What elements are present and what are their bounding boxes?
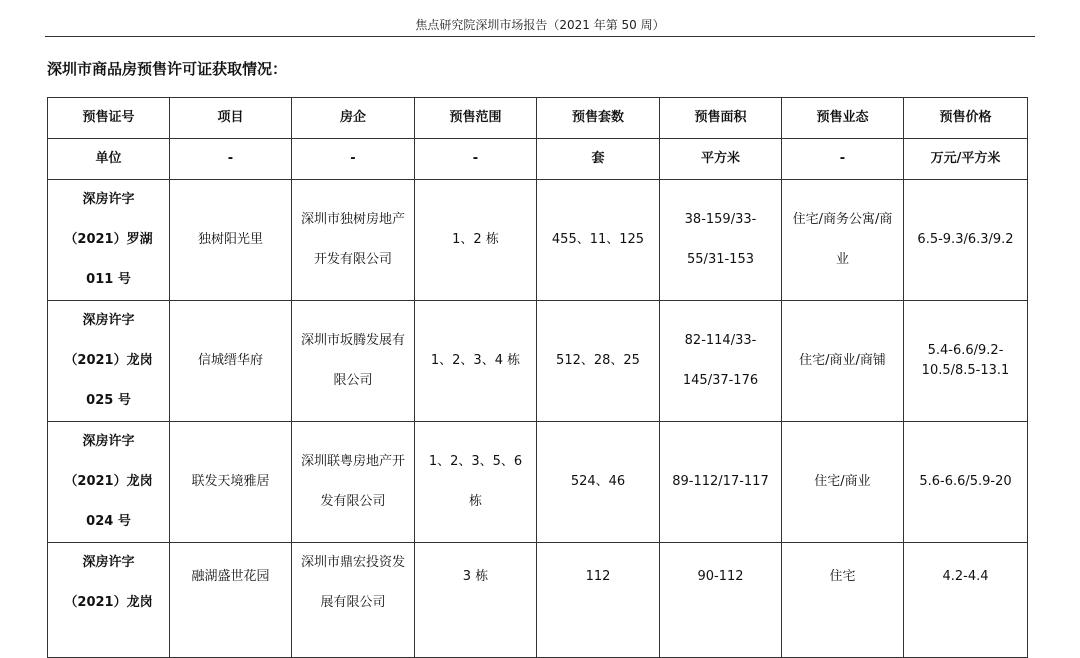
unit-project: - [170,139,292,180]
unit-scope: - [415,139,537,180]
cell-permit-no: 深房许字（2021）龙岗 025 号 [48,301,170,422]
cell-units: 112 [537,543,660,658]
cell-price: 6.5-9.3/6.3/9.2 [904,180,1028,301]
cell-type: 住宅/商务公寓/商业 [782,180,904,301]
cell-developer: 深圳联粤房地产开发有限公司 [292,422,415,543]
cell-project: 信城缙华府 [170,301,292,422]
table-header-row [48,98,1028,139]
cell-type: 住宅/商业 [782,422,904,543]
unit-price: 万元/平方米 [904,139,1028,180]
cell-area: 90-112 [660,543,782,658]
cell-units: 455、11、125 [537,180,660,301]
cell-scope: 1、2、3、5、6 栋 [415,422,537,543]
cell-type: 住宅 [782,543,904,658]
table-row [48,422,1028,543]
column-header-permit-no: 预售证号 [48,98,170,139]
unit-type: - [782,139,904,180]
cell-scope: 1、2 栋 [415,180,537,301]
unit-area: 平方米 [660,139,782,180]
cell-units: 512、28、25 [537,301,660,422]
table-row [48,301,1028,422]
column-header-scope: 预售范围 [415,98,537,139]
column-header-price: 预售价格 [904,98,1028,139]
table-unit-row [48,139,1028,180]
table-row [48,180,1028,301]
cell-area: 38-159/33-55/31-153 [660,180,782,301]
column-header-area: 预售面积 [660,98,782,139]
cell-price: 5.6-6.6/5.9-20 [904,422,1028,543]
cell-area: 89-112/17-117 [660,422,782,543]
cell-price: 5.4-6.6/9.2-10.5/8.5-13.1 [904,301,1028,422]
cell-type: 住宅/商业/商铺 [782,301,904,422]
cell-permit-no: 深房许字（2021）龙岗 024 号 [48,422,170,543]
column-header-type: 预售业态 [782,98,904,139]
cell-developer: 深圳市坂腾发展有限公司 [292,301,415,422]
cell-permit-no: 深房许字（2021）罗湖 011 号 [48,180,170,301]
table-row [48,543,1028,658]
cell-project: 融湖盛世花园 [170,543,292,658]
cell-developer: 深圳市独树房地产开发有限公司 [292,180,415,301]
cell-permit-no: 深房许字（2021）龙岗 [48,543,170,658]
column-header-developer: 房企 [292,98,415,139]
column-header-project: 项目 [170,98,292,139]
section-title: 深圳市商品房预售许可证获取情况： [47,60,288,78]
header-divider [45,36,1035,37]
unit-units: 套 [537,139,660,180]
cell-scope: 3 栋 [415,543,537,658]
column-header-units: 预售套数 [537,98,660,139]
report-header-title: 焦点研究院深圳市场报告（2021 年第 50 周） [415,18,665,32]
cell-price: 4.2-4.4 [904,543,1028,658]
cell-project: 独树阳光里 [170,180,292,301]
cell-developer: 深圳市鼎宏投资发展有限公司 [292,543,415,658]
cell-area: 82-114/33-145/37-176 [660,301,782,422]
cell-units: 524、46 [537,422,660,543]
presale-permit-table [47,97,1028,658]
unit-label: 单位 [48,139,170,180]
cell-project: 联发天境雅居 [170,422,292,543]
cell-scope: 1、2、3、4 栋 [415,301,537,422]
unit-developer: - [292,139,415,180]
